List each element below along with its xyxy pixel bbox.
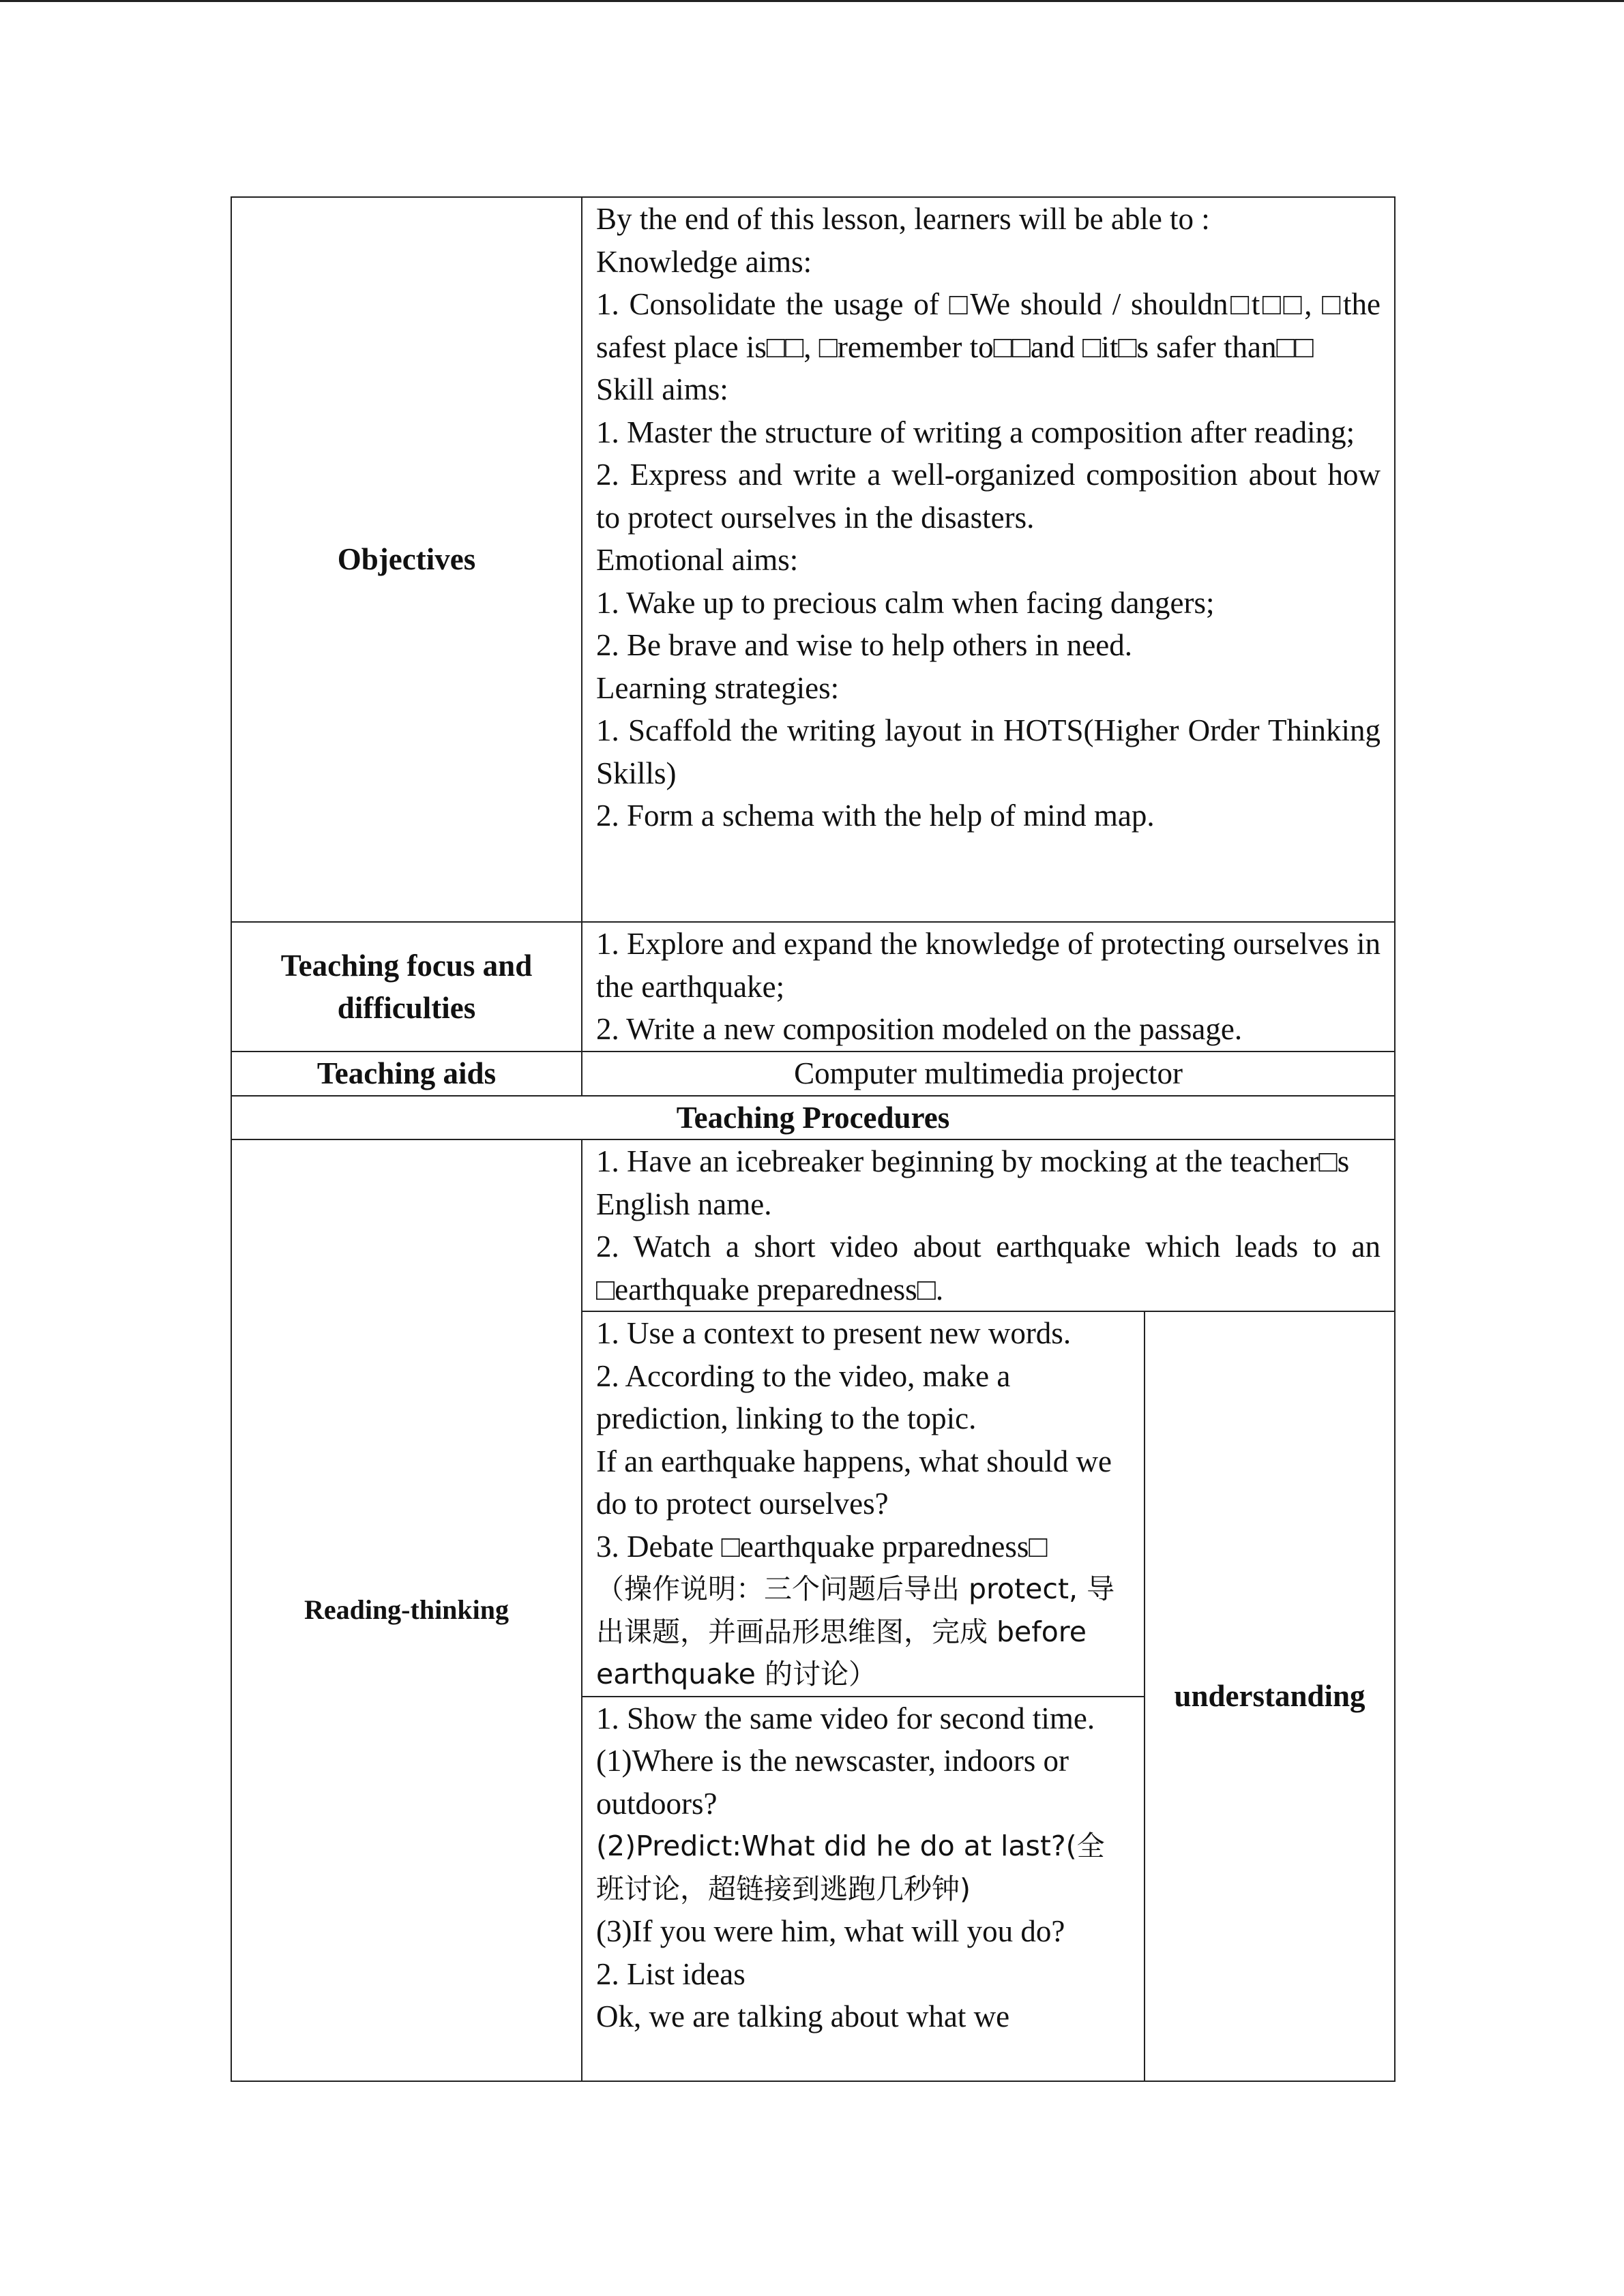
focus-content <box>582 922 1395 1052</box>
aids-value: Computer multimedia projector <box>582 1052 1395 1096</box>
objectives-line: Knowledge aims: <box>596 244 812 279</box>
reading-intro-line: 2. Watch a short video about earthquake which leads to an □earthquake preparedness□. <box>596 1229 1381 1307</box>
reading-step-a <box>582 1311 1145 1697</box>
step-b-line: Ok, we are talking about what we <box>596 1999 1010 2033</box>
focus-line: 1. Explore and expand the knowledge of protecting ourselves in the earthquake; <box>596 927 1381 1004</box>
objectives-row <box>231 197 1395 922</box>
reading-intro-line: 1. Have an icebreaker beginning by mocking at the teacher□s English name. <box>596 1144 1350 1221</box>
step-a-line: 3. Debate □earthquake prparedness□ <box>596 1529 1048 1564</box>
focus-label: Teaching focus and difficulties <box>231 922 582 1052</box>
reading-step-b <box>582 1697 1145 2081</box>
procedures-header: Teaching Procedures <box>231 1096 1395 1140</box>
reading-intro-row <box>231 1139 1395 1311</box>
step-b-line: 2. List ideas <box>596 1956 745 1991</box>
step-a-line: 1. Use a context to present new words. <box>596 1316 1072 1350</box>
aids-row <box>231 1052 1395 1096</box>
objectives-line: By the end of this lesson, learners will be able to : <box>596 202 1210 236</box>
objectives-content <box>582 197 1395 922</box>
procedures-header-row <box>231 1096 1395 1140</box>
objectives-line: 1. Consolidate the usage of □We should / shouldn□t□□, □the safest place is□□, □remember to□□and □it□s safer than□□ <box>596 287 1381 364</box>
objectives-line: Learning strategies: <box>596 670 840 705</box>
objectives-line: 2. Express and write a well-organized composition about how to protect ourselves in the disasters. <box>596 458 1381 535</box>
step-b-line: 1. Show the same video for second time. <box>596 1701 1095 1735</box>
page-top-rule <box>0 0 1624 2</box>
objectives-line: 1. Master the structure of writing a composition after reading; <box>596 415 1355 449</box>
understanding-stage: understanding <box>1145 1311 1395 2081</box>
objectives-line: 1. Scaffold the writing layout in HOTS(Higher Order Thinking Skills) <box>596 713 1381 790</box>
lesson-plan-table <box>231 196 1396 2082</box>
aids-label: Teaching aids <box>231 1052 582 1096</box>
objectives-line: 2. Form a schema with the help of mind map. <box>596 799 1155 833</box>
reading-thinking-label: Reading-thinking <box>231 1139 582 2081</box>
focus-row <box>231 922 1395 1052</box>
objectives-line: 2. Be brave and wise to help others in need. <box>596 628 1133 662</box>
focus-line: 2. Write a new composition modeled on the passage. <box>596 1012 1243 1046</box>
step-a-line: 2. According to the video, make a prediction, linking to the topic. <box>596 1358 1011 1435</box>
objectives-line: Skill aims: <box>596 372 728 406</box>
reading-intro <box>582 1139 1395 1311</box>
objectives-line: 1. Wake up to precious calm when facing dangers; <box>596 585 1215 620</box>
step-b-line: (3)If you were him, what will you do? <box>596 1914 1065 1948</box>
step-b-line: (1)Where is the newscaster, indoors or outdoors? <box>596 1744 1069 1821</box>
objectives-label: Objectives <box>231 197 582 922</box>
step-a-line: （操作说明：三个问题后导出 protect, 导出课题，并画品形思维图，完成 before earthquake 的讨论） <box>596 1572 1115 1690</box>
step-a-line: If an earthquake happens, what should we do to protect ourselves? <box>596 1444 1112 1521</box>
step-b-line: (2)Predict:What did he do at last?(全班讨论，超链接到逃跑几秒钟) <box>596 1830 1105 1905</box>
objectives-line: Emotional aims: <box>596 543 799 577</box>
